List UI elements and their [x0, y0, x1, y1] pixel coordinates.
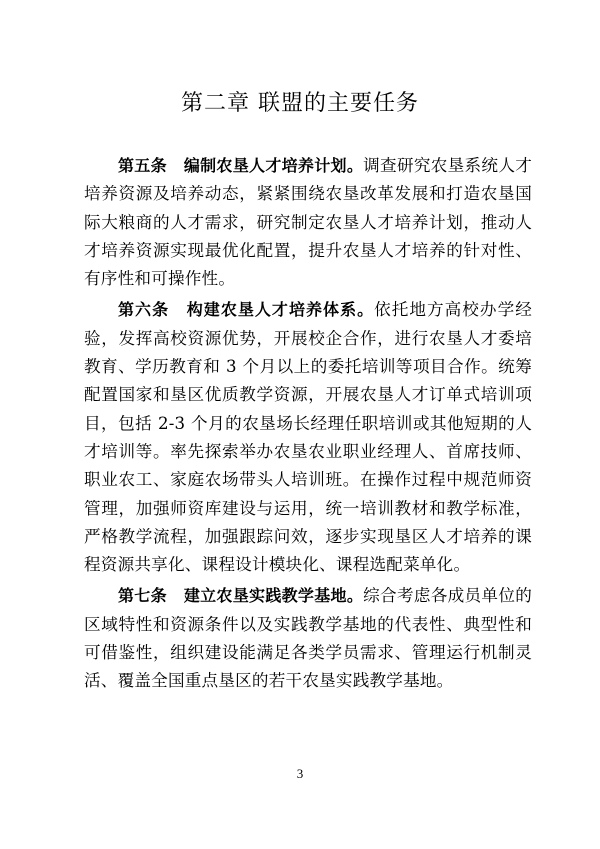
article-5-number: 第五条 — [118, 156, 167, 175]
article-5-text: 调查研究农垦系统人才培养资源及培养动态，紧紧围绕农垦改革发展和打造农垦国际大粮商的人才需求，研究制定农垦人才培养计划，推动人才培养资源实现最优化配置，提升农垦人才培养的针对性、有序性和可操作性。 — [84, 156, 533, 289]
article-7-number: 第七条 — [118, 586, 167, 606]
article-7 — [84, 582, 532, 695]
article-6 — [84, 296, 532, 579]
article-7-heading: 建立农垦实践教学基地。 — [183, 586, 364, 606]
article-7-text: 综合考虑各成员单位的区域特性和资源条件以及实践教学基地的代表性、典型性和可借鉴性，组织建设能满足各类学员需求、管理运行机制灵活、覆盖全国重点垦区的若干农垦实践教学基地。 — [84, 586, 533, 691]
chapter-title: 第二章 联盟的主要任务 — [181, 91, 419, 116]
article-6-heading: 构建农垦人才培养体系。 — [185, 300, 375, 320]
chapter-body — [84, 152, 532, 699]
article-6-text: 依托地方高校办学经验，发挥高校资源优势，开展校企合作，进行农垦人才委培教育、学历教育和 3 个月以上的委托培训等项目合作。统筹配置国家和垦区优质教学资源，开展农垦人才订单式培训项目，包括 2-3 个月的农垦场长经理任职培训或其他短期的人才培训等。率先探索举办农垦农业职业经理人、首席技师、职业农工、家庭农场带头人培训班。在操作过程中规范师资管理，加强师资库建设与运用，统一培训教材和教学标准，严格教学流程，加强跟踪问效，逐步实现垦区人才培养的课程资源共享化、课程设计模块化、课程选配菜单化。 — [84, 300, 532, 575]
page-number: 3 — [296, 766, 304, 781]
article-6-number: 第六条 — [118, 300, 170, 320]
article-5-heading: 编制农垦人才培养计划。 — [183, 156, 364, 175]
article-5 — [84, 152, 532, 293]
